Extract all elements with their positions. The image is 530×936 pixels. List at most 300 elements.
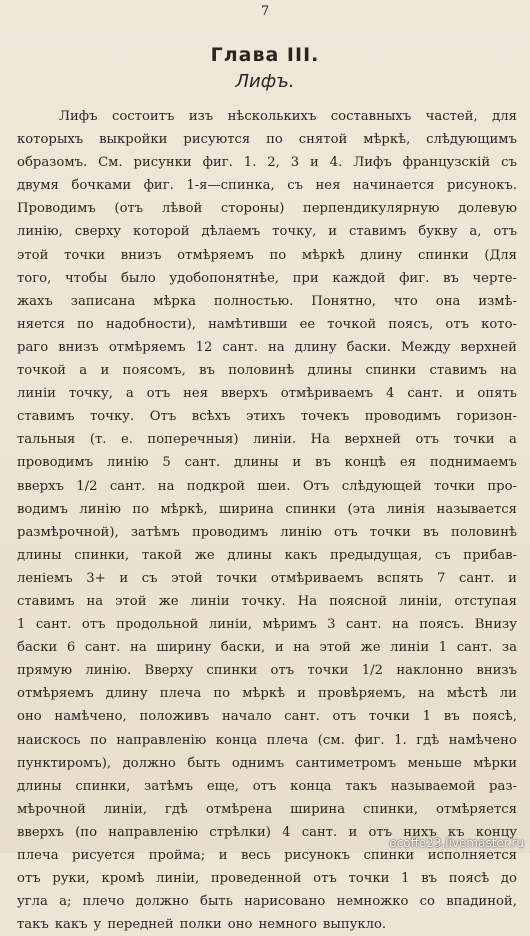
word: передней <box>107 917 174 933</box>
word: и <box>455 386 465 402</box>
word: (т. <box>89 432 107 448</box>
word: точки <box>368 709 410 725</box>
word: и <box>328 224 338 240</box>
chapter-title: Глава III. <box>210 44 320 66</box>
word: Лифъ <box>59 109 98 124</box>
word: водимъ <box>17 501 68 517</box>
word: у <box>93 917 102 933</box>
word: На <box>297 593 318 609</box>
text-line <box>17 752 517 775</box>
word: съ <box>287 178 303 194</box>
word: сант. <box>301 824 338 840</box>
section-title: Лифъ. <box>235 71 295 92</box>
word: поясѣ <box>448 871 490 887</box>
word: внизъ <box>120 247 162 263</box>
word: (эта <box>347 501 376 517</box>
word: того, <box>17 270 52 286</box>
word: оно <box>17 709 42 725</box>
word: конца <box>215 732 258 748</box>
word: длину <box>105 686 148 702</box>
word: проведенной <box>210 871 302 887</box>
word: на <box>392 617 409 633</box>
word: стрѣлки) <box>209 824 271 840</box>
word: и <box>508 570 517 586</box>
word: опять <box>477 386 517 402</box>
word: сант. <box>35 617 72 633</box>
word: Внизу <box>474 617 517 633</box>
word: долевую <box>458 201 517 217</box>
word: этой <box>319 640 351 656</box>
word: гдѣ <box>416 732 440 748</box>
word: сверху <box>74 224 122 240</box>
word: такъ <box>345 778 378 794</box>
word: бочками <box>71 178 132 194</box>
watermark: ecoffe23.livemaster.ru <box>389 836 524 850</box>
word: 1/2 <box>76 478 98 494</box>
text-line <box>17 544 517 567</box>
word: точки <box>64 247 106 263</box>
text-line <box>17 567 517 590</box>
word: точки <box>453 432 495 448</box>
word: 1 <box>17 617 26 633</box>
word: сант. <box>284 709 320 725</box>
word: ставимъ <box>429 363 487 379</box>
word: со <box>419 894 435 910</box>
word: отмѣряемъ <box>177 247 254 263</box>
word: начинается <box>352 178 435 194</box>
word: концѣ <box>344 455 387 471</box>
word: раз- <box>489 778 517 794</box>
word: спинки <box>365 363 417 379</box>
word: затѣмъ <box>130 524 180 540</box>
word: отъ <box>252 778 277 794</box>
word: См. <box>98 155 123 171</box>
word: линію <box>106 455 149 471</box>
word: направленію <box>108 824 199 840</box>
word: точкой <box>327 316 377 332</box>
word: по <box>90 732 107 748</box>
word: точки <box>369 524 411 540</box>
word: точекъ <box>300 409 350 425</box>
word: до <box>500 871 517 887</box>
word: спинки, <box>74 547 130 563</box>
word: спинки, <box>75 778 131 794</box>
word: немножко <box>336 894 409 910</box>
word: линіи <box>17 386 56 402</box>
word: подкрой <box>186 478 246 494</box>
word: ставимъ <box>17 409 75 425</box>
word: длину <box>360 247 403 263</box>
word: рисунокъ. <box>446 178 517 194</box>
text-line <box>17 613 517 636</box>
word: мѣркѣ <box>242 686 286 702</box>
word: рисуются <box>183 132 251 148</box>
word: линіи, <box>103 801 147 817</box>
word: чтобы <box>64 270 108 286</box>
word: концу <box>475 824 517 840</box>
word: двумя <box>17 178 59 194</box>
word: фиг. <box>143 178 174 194</box>
word: какъ <box>54 917 88 933</box>
word: поясомъ, <box>122 363 186 379</box>
word: немного <box>258 917 317 933</box>
word: еще, <box>206 778 239 794</box>
word: длины <box>17 547 62 563</box>
word: отъ <box>368 824 393 840</box>
text-line <box>17 267 517 290</box>
word: Отъ <box>149 409 177 425</box>
word: плечо <box>82 894 125 910</box>
word: На <box>310 432 330 448</box>
word: отъ <box>313 871 337 887</box>
word: точку, <box>272 224 317 240</box>
word: и <box>348 824 358 840</box>
word: Лифъ <box>353 155 392 171</box>
word: исполняется <box>427 848 517 863</box>
word: что <box>393 293 418 309</box>
word: образомъ. <box>17 155 88 171</box>
word: а, <box>469 224 482 240</box>
word: и <box>119 570 129 586</box>
word: 6 <box>66 640 76 656</box>
word: изъ <box>188 109 214 124</box>
word: положивъ <box>139 709 210 725</box>
word: сант. <box>222 339 258 355</box>
word: про- <box>487 478 517 494</box>
word: начало <box>221 709 272 725</box>
word: поясъ, <box>388 316 434 332</box>
word: поясѣ, <box>472 709 517 725</box>
text-line <box>17 521 517 544</box>
word: поясной <box>329 593 388 609</box>
word: по <box>77 316 94 332</box>
word: отъ <box>493 224 517 240</box>
word: а; <box>59 894 72 910</box>
word: мѣстѣ <box>446 686 488 702</box>
word: Вверху <box>144 663 194 679</box>
word: Отъ <box>302 478 330 494</box>
word: выпукло. <box>322 917 387 933</box>
word: въ <box>443 709 460 725</box>
word: конца <box>290 778 332 794</box>
word: жахъ <box>17 293 53 309</box>
word: плеча <box>159 686 202 702</box>
word: фиг. <box>399 270 430 286</box>
word: отмѣриваемъ <box>280 386 374 402</box>
word: называется <box>436 501 517 517</box>
text-line <box>17 428 517 451</box>
word: и <box>297 686 306 702</box>
word: которыхъ <box>17 132 84 148</box>
word: раго <box>17 339 49 355</box>
word: руки, <box>52 871 90 887</box>
word: отъ <box>270 663 295 679</box>
word: отъ <box>445 316 470 332</box>
word: спинки <box>285 501 337 517</box>
word: 2, <box>267 155 280 171</box>
word: 3+ <box>86 570 106 586</box>
word: намѣтивши <box>208 316 288 332</box>
word: же <box>360 640 381 656</box>
word: Понятно, <box>311 293 376 309</box>
word: этой <box>171 570 203 586</box>
word: провѣряемъ, <box>318 686 406 702</box>
word: однимъ <box>231 755 285 771</box>
text-line <box>17 244 517 267</box>
word: и <box>218 848 228 863</box>
word: мѣрки <box>473 755 517 771</box>
word: ширину <box>156 640 212 656</box>
word: вверхъ <box>17 478 64 494</box>
word: сант. <box>456 640 493 656</box>
word: предыдущая, <box>330 547 423 563</box>
word: половинѣ <box>450 524 517 540</box>
word: частей, <box>425 109 478 124</box>
word: 4 <box>282 824 291 840</box>
word: для <box>492 109 517 124</box>
word: отмѣряемъ <box>17 686 94 702</box>
word: точки <box>216 570 258 586</box>
word: е. <box>120 432 133 448</box>
word: вверхъ <box>17 824 64 840</box>
word: на <box>130 640 147 656</box>
word: черте- <box>472 270 517 286</box>
word: кото- <box>481 316 517 332</box>
word: шеи. <box>257 478 291 494</box>
word: 1 <box>438 640 448 656</box>
text-line <box>17 867 517 890</box>
word: въ <box>422 524 439 540</box>
word: къ <box>447 824 465 840</box>
word: которой <box>132 224 190 240</box>
word: линіи, <box>399 593 443 609</box>
word: фиг. <box>354 732 385 748</box>
word: угла <box>17 894 48 910</box>
text-line <box>17 197 517 220</box>
word: точки <box>348 871 390 887</box>
word: слѣдующей <box>341 478 422 494</box>
word: удобопонятнѣе, <box>169 270 279 286</box>
word: сант. <box>346 617 382 633</box>
word: на <box>267 339 285 355</box>
word: точку. <box>241 593 286 609</box>
word: баски. <box>346 339 391 355</box>
word: быть <box>200 894 233 910</box>
word: 4 <box>386 386 395 402</box>
word: поперечныя) <box>147 432 239 448</box>
word: измѣ- <box>478 293 517 309</box>
word: такой <box>141 547 183 563</box>
word: лѣвой <box>161 201 203 217</box>
word: отмѣриваемъ <box>270 570 364 586</box>
word: и <box>274 640 284 656</box>
word: наклонно <box>396 663 464 679</box>
word: французскій <box>402 155 491 171</box>
word: проводимъ <box>191 524 269 540</box>
word: впадиной, <box>446 894 517 910</box>
word: по <box>213 686 231 702</box>
word: въ <box>315 455 331 471</box>
word: въ <box>199 363 215 379</box>
word: линія <box>386 501 426 517</box>
word: состоитъ <box>111 109 175 124</box>
word: точки <box>433 478 475 494</box>
word: какъ <box>284 547 318 563</box>
word: при <box>292 270 319 286</box>
word: съ <box>141 570 158 586</box>
word: надобности), <box>105 316 197 332</box>
word: внизъ <box>58 339 99 355</box>
word: отмѣряемъ <box>108 339 186 355</box>
text-line <box>17 405 517 428</box>
word: верхней <box>344 432 401 448</box>
word: няется <box>17 316 65 332</box>
word: по <box>132 501 150 517</box>
word: стороны) <box>220 201 285 217</box>
word: поднимаемъ <box>429 455 517 471</box>
word: длины <box>17 778 62 794</box>
word: нѣсколькихъ <box>227 109 317 124</box>
text-line <box>17 636 517 659</box>
word: намѣчено, <box>54 709 127 725</box>
word: ее <box>299 316 316 332</box>
word: нихъ <box>403 824 437 840</box>
word: наискось <box>17 732 81 748</box>
word: 1. <box>243 155 257 171</box>
word: на <box>500 363 517 379</box>
word: 1/2 <box>361 663 384 679</box>
word: и <box>292 455 302 471</box>
word: Проводимъ <box>17 201 96 217</box>
word: отъ <box>332 709 357 725</box>
word: Между <box>401 339 451 355</box>
word: линію <box>280 524 322 540</box>
word: плеча <box>17 848 59 863</box>
word: быть <box>187 755 221 771</box>
word: спинки, <box>363 801 419 817</box>
word: длину <box>294 339 337 355</box>
word: 12 <box>195 339 213 355</box>
text-line <box>17 682 517 705</box>
word: (см. <box>317 732 345 748</box>
text-line <box>17 313 517 336</box>
word: на <box>418 686 435 702</box>
word: весь <box>240 848 271 863</box>
word: сант. <box>184 455 221 471</box>
text-line <box>17 105 517 128</box>
word: горизон- <box>456 409 517 425</box>
word: нея <box>183 386 209 402</box>
word: въ <box>442 270 459 286</box>
word: составныхъ <box>330 109 412 124</box>
word: на <box>157 478 175 494</box>
page-number: 7 <box>260 4 270 19</box>
word: 1-я—спинка, <box>186 178 275 194</box>
text-line <box>17 705 517 728</box>
word: отъ <box>17 871 41 887</box>
word: продольной <box>116 617 199 633</box>
word: отмѣряется <box>435 801 517 817</box>
word: линію, <box>17 224 63 240</box>
text-line <box>17 498 517 521</box>
text-line <box>17 290 517 313</box>
word: перпендикулярную <box>302 201 440 217</box>
text-line <box>17 475 517 498</box>
word: этой <box>17 247 49 263</box>
word: фиг. <box>202 155 233 171</box>
word: баски <box>17 640 58 656</box>
word: спинки <box>363 848 415 863</box>
word: съ <box>434 547 451 563</box>
word: 3 <box>290 155 300 171</box>
text-line <box>17 336 517 359</box>
word: полностью. <box>213 293 294 309</box>
word: мѣркѣ, <box>160 501 208 517</box>
word: тальныя <box>17 432 76 448</box>
word: проводимъ <box>17 455 94 471</box>
word: проводимъ <box>364 409 441 425</box>
word: мѣркѣ, <box>363 132 411 148</box>
word: затѣмъ <box>144 778 194 794</box>
word: а <box>125 386 134 402</box>
word: выкройки <box>99 132 168 148</box>
word: леніемъ <box>17 570 73 586</box>
text-line <box>17 798 517 821</box>
word: мѣркѣ <box>301 247 345 263</box>
word: сантиметромъ <box>295 755 397 771</box>
text-line <box>17 729 517 752</box>
word: же <box>194 547 215 563</box>
word: ставимъ <box>348 224 407 240</box>
word: сант. <box>458 570 495 586</box>
word: такъ <box>17 917 49 933</box>
word: всѣхъ <box>191 409 231 425</box>
word: ширина <box>290 801 346 817</box>
word: меньше <box>407 755 462 771</box>
word: спинки <box>417 247 469 263</box>
word: линіи, <box>208 617 253 633</box>
word: рисунки <box>133 155 192 171</box>
word: линіи, <box>155 871 200 887</box>
word: оно <box>227 917 253 933</box>
word: (по <box>75 824 98 840</box>
word: нея <box>315 178 341 194</box>
text-line <box>17 913 517 936</box>
word: отъ <box>146 386 171 402</box>
word: баски, <box>220 640 266 656</box>
word: отъ <box>415 432 440 448</box>
word: а <box>509 432 517 448</box>
word: по <box>266 132 283 148</box>
word: сант. <box>84 640 121 656</box>
word: же <box>158 593 179 609</box>
word: мѣрка <box>153 293 196 309</box>
text-line <box>17 382 517 405</box>
word: линіи <box>390 640 430 656</box>
text-line <box>17 151 517 174</box>
text-line <box>17 451 517 474</box>
word: точку, <box>68 386 113 402</box>
word: сант. <box>407 386 443 402</box>
word: 7 <box>436 570 446 586</box>
word: за <box>501 640 517 656</box>
text-line <box>17 890 517 913</box>
text-line <box>17 220 517 243</box>
word: прямую <box>17 663 73 679</box>
text-line <box>17 174 517 197</box>
word: пунктиромъ), <box>17 755 112 771</box>
word: отъ <box>81 617 106 633</box>
